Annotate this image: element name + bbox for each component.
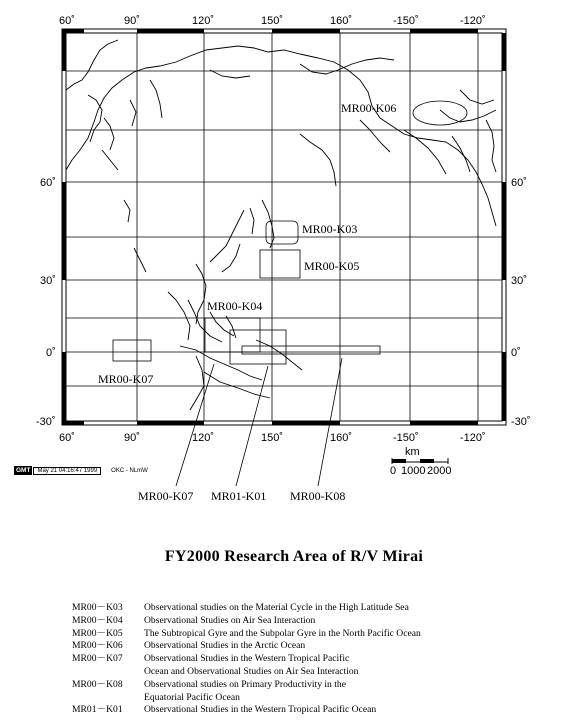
legend-desc: Observational studies on Primary Productivity in the	[144, 678, 346, 690]
legend-code: MR00－K06	[72, 640, 123, 652]
bottom-lon-90: 90˚	[124, 432, 140, 444]
top-lon-labels	[59, 15, 486, 27]
top-lon-m150: -150˚	[393, 15, 419, 27]
legend-row	[72, 679, 421, 692]
bottom-lon-labels	[59, 432, 486, 444]
area-mr00k05	[260, 250, 300, 278]
right-lat-30: 30˚	[511, 275, 527, 287]
legend-code: MR00－K08	[72, 678, 123, 690]
bottom-lon-m150: -150˚	[393, 432, 419, 444]
right-lat-60: 60˚	[511, 177, 527, 189]
top-lon-150: 150˚	[261, 15, 284, 27]
gmt-command: OKC - NLmW	[111, 467, 148, 474]
legend-desc: Observational Studies in the Western Tropical Pacific	[144, 653, 350, 665]
page-title: FY2000 Research Area of R/V Mirai	[164, 548, 424, 565]
survey-areas	[113, 101, 467, 486]
legend-code: MR01－K01	[72, 704, 123, 716]
label-mr00k04: MR00-K04	[207, 299, 263, 313]
area-mr00k07-box2	[230, 330, 286, 364]
scale-bar	[390, 446, 451, 477]
legend-row	[72, 615, 421, 628]
scale-2000: 2000	[427, 465, 452, 477]
legend-row	[72, 640, 421, 653]
legend-row-continuation	[72, 666, 421, 679]
map-frame	[62, 29, 506, 425]
legend-code: MR00－K04	[72, 614, 123, 626]
gmt-date: May 21 04:16:47 1999	[33, 467, 101, 475]
right-lat-labels	[511, 177, 531, 428]
legend-code: MR00－K07	[72, 653, 123, 665]
legend-desc: Equatorial Pacific Ocean	[144, 691, 240, 703]
label-mr00k06: MR00-K06	[341, 101, 397, 115]
legend-row	[72, 704, 421, 717]
bottom-lon-m120: -120˚	[460, 432, 486, 444]
coastlines	[66, 40, 496, 410]
top-lon-160: 160˚	[330, 15, 353, 27]
top-lon-120: 120˚	[192, 15, 215, 27]
legend-row	[72, 653, 421, 666]
graticule	[66, 33, 502, 421]
area-mr00k07	[113, 340, 151, 361]
left-lat-0: 0˚	[46, 347, 56, 359]
left-lat-60: 60˚	[40, 177, 56, 189]
top-lon-90: 90˚	[124, 15, 140, 27]
left-lat-m30: -30˚	[36, 416, 56, 428]
leader-mr01k01	[236, 366, 268, 486]
legend-row	[72, 628, 421, 641]
label-mr01k01: MR01-K01	[211, 489, 267, 503]
gmt-timestamp	[14, 466, 148, 475]
legend-row-continuation	[72, 692, 421, 705]
legend-desc: Observational studies on the Material Cycle in the High Latitude Sea	[144, 602, 409, 613]
legend-desc: The Subtropical Gyre and the Subpolar Gyre in the North Pacific Ocean	[144, 627, 421, 639]
legend-desc: Observational Studies in the Arctic Ocean	[144, 640, 306, 652]
legend-desc: Observational Studies on Air Sea Interaction	[144, 614, 316, 626]
label-mr00k07-bottom: MR00-K07	[138, 489, 194, 503]
legend-desc: Observational Studies in the Western Tropical Pacific Ocean	[144, 704, 377, 716]
top-lon-60: 60˚	[59, 15, 75, 27]
area-mr00k06	[413, 101, 467, 125]
scale-0: 0	[390, 465, 397, 477]
left-lat-30: 30˚	[40, 275, 56, 287]
legend-desc: Ocean and Observational Studies on Air Sea Interaction	[144, 665, 359, 677]
gmt-logo: GMT	[16, 467, 31, 474]
left-lat-labels	[36, 177, 56, 428]
area-mr00k08	[242, 346, 380, 354]
right-lat-0: 0˚	[511, 347, 521, 359]
scale-1000: 1000	[401, 465, 426, 477]
area-mr00k03	[266, 221, 298, 244]
legend-code: MR00－K03	[72, 602, 123, 613]
label-mr00k08: MR00-K08	[290, 489, 346, 503]
legend-code: MR00－K05	[72, 627, 123, 639]
scale-unit: km	[405, 446, 420, 458]
bottom-lon-150: 150˚	[261, 432, 284, 444]
legend	[72, 602, 421, 717]
top-lon-m120: -120˚	[460, 15, 486, 27]
label-mr00k07-left: MR00-K07	[98, 372, 154, 386]
bottom-lon-120: 120˚	[192, 432, 215, 444]
label-mr00k05: MR00-K05	[304, 259, 360, 273]
bottom-lon-60: 60˚	[59, 432, 75, 444]
right-lat-m30: -30˚	[511, 416, 531, 428]
bottom-lon-160: 160˚	[330, 432, 353, 444]
label-mr00k03: MR00-K03	[302, 222, 358, 236]
legend-row	[72, 602, 421, 615]
